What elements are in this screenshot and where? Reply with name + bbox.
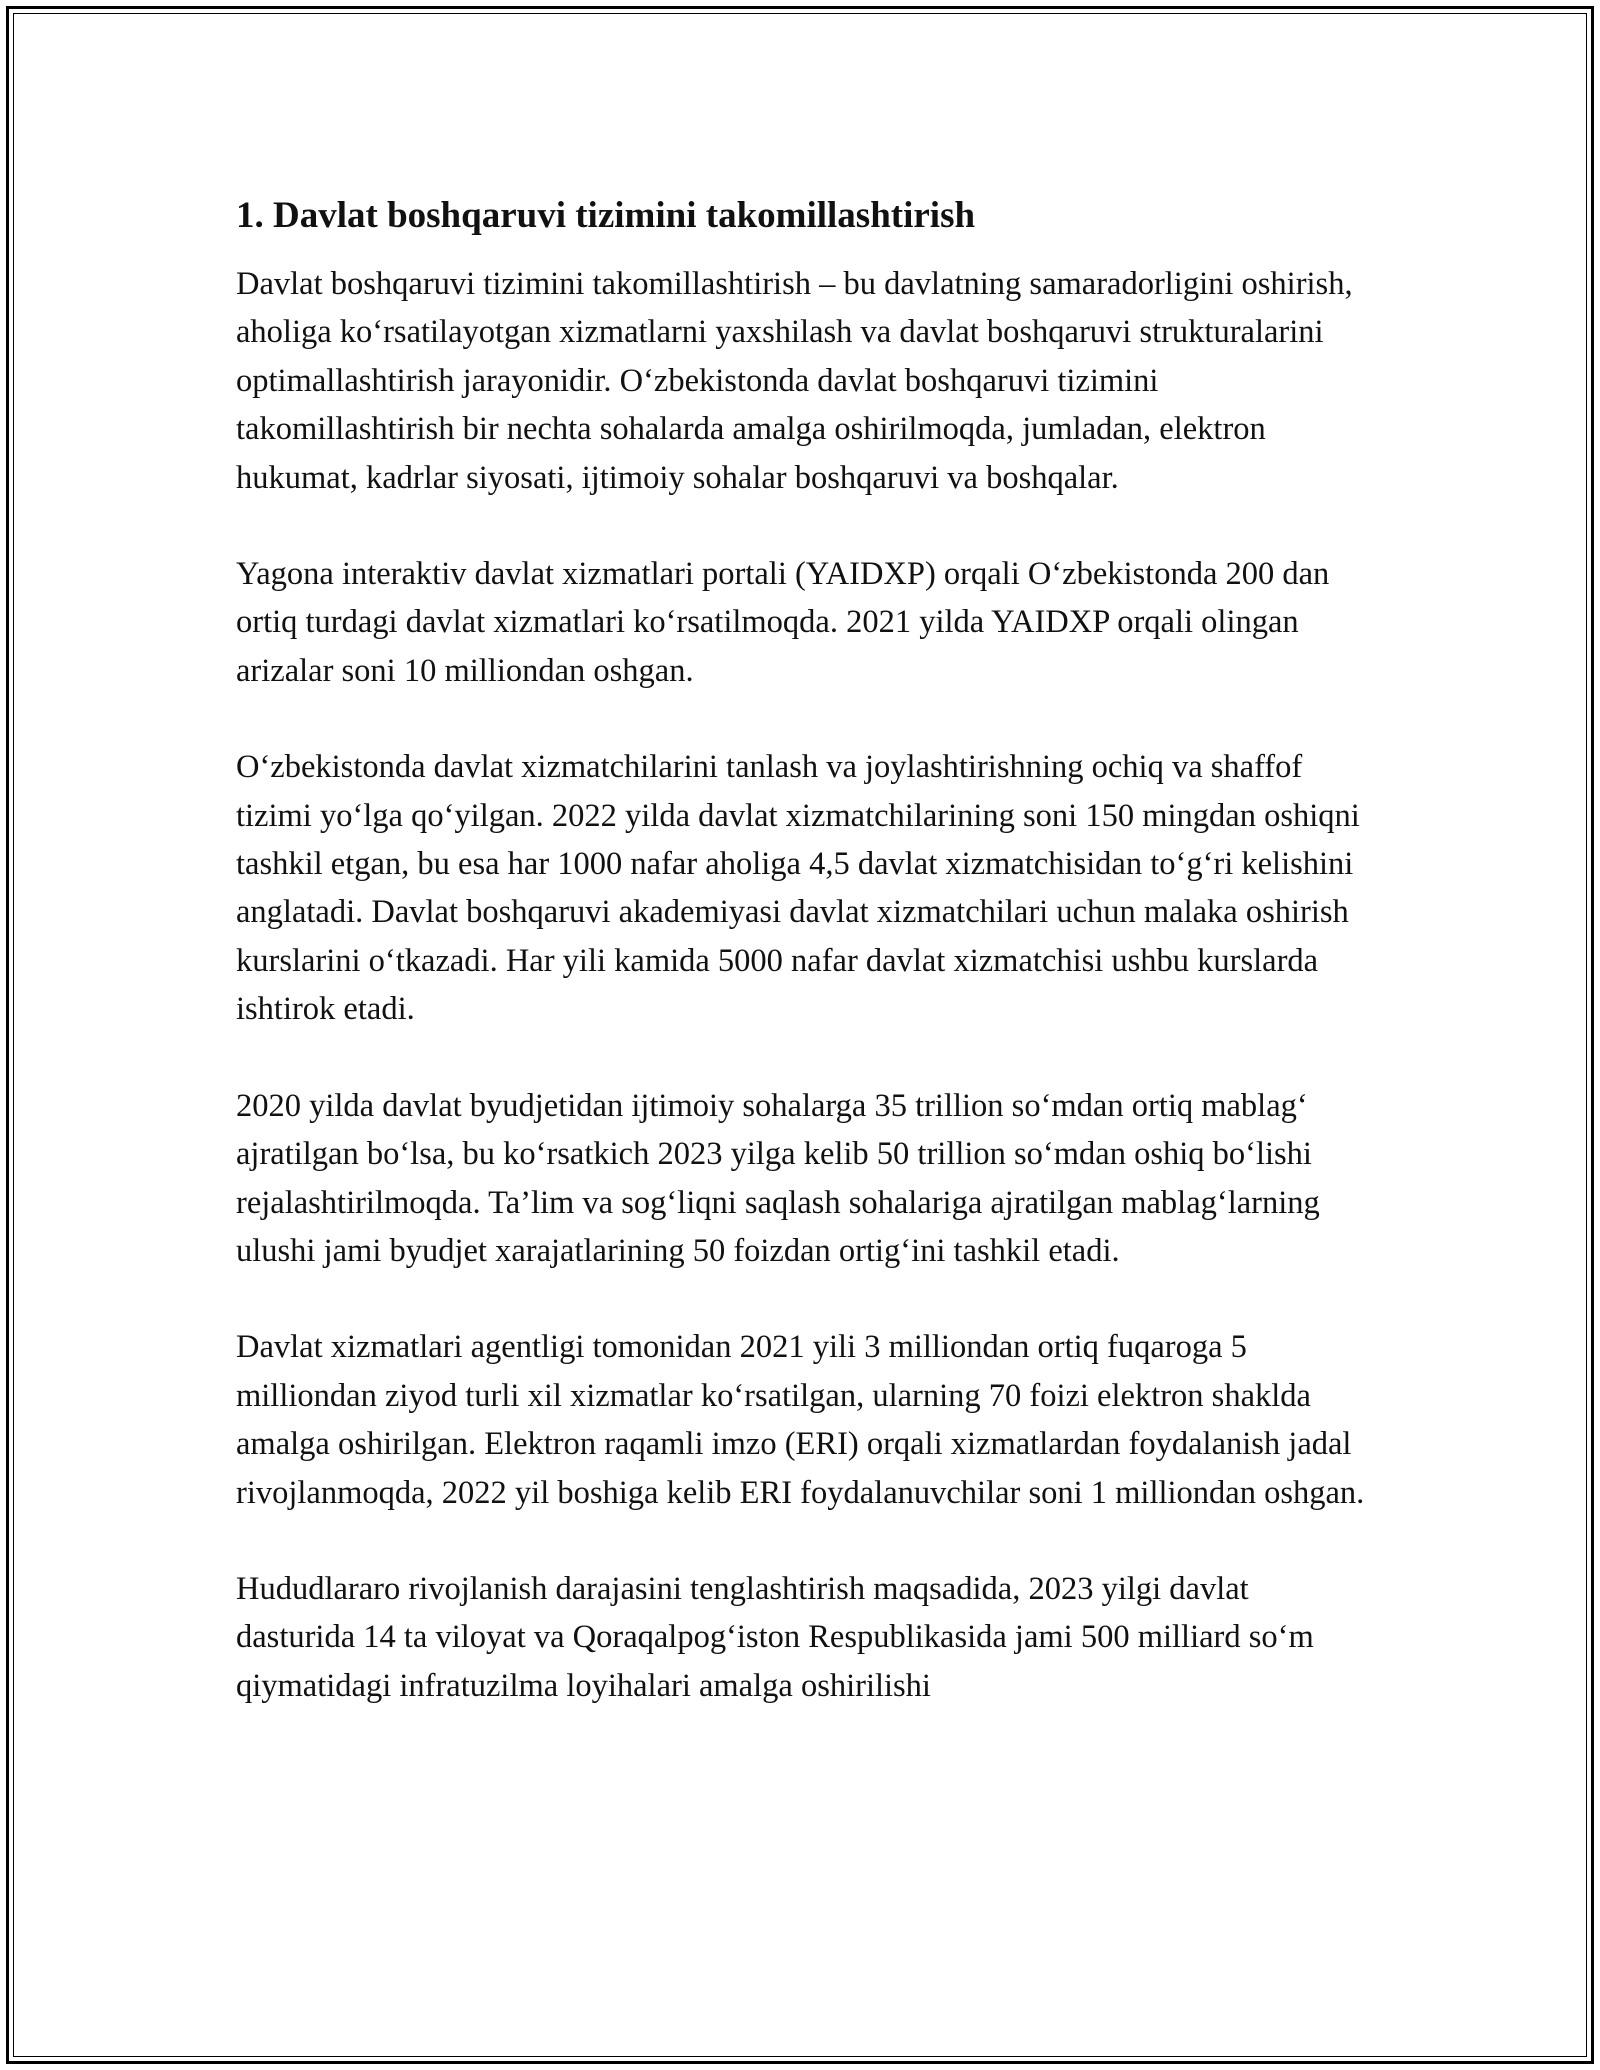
document-body [236,186,1366,1758]
section-heading: 1. Davlat boshqaruvi tizimini takomillashtirish [236,195,976,236]
paragraph-budget: 2020 yilda davlat byudjetidan ijtimoiy sohalarga 35 trillion so‘mdan ortiq mablag‘ ajratilgan bo‘lsa, bu ko‘rsatkich 2023 yilga kelib 50 trillion so‘mdan oshiq bo‘lishi rejalashtirilmoqda. Ta’lim va sog‘liqni saqlash sohalariga ajratilgan mablag‘larning ulushi jami byudjet xarajatlarining 50 foizdan ortig‘ini tashkil etadi. [236,1087,1320,1269]
paragraph-civil-service: O‘zbekistonda davlat xizmatchilarini tanlash va joylashtirishning ochiq va shaffof tizimi yo‘lga qo‘yilgan. 2022 yilda davlat xizmatchilarining soni 150 mingdan oshiqni tashkil etgan, bu esa har 1000 nafar aholiga 4,5 davlat xizmatchisidan to‘g‘ri kelishini anglatadi. Davlat boshqaruvi akademiyasi davlat xizmatchilari uchun malaka oshirish kurslarini o‘tkazadi. Har yili kamida 5000 nafar davlat xizmatchisi ushbu kurslarda ishtirok etadi. [236,749,1360,1028]
paragraph-intro: Davlat boshqaruvi tizimini takomillashtirish – bu davlatning samaradorligini oshirish, aholiga ko‘rsatilayotgan xizmatlarni yaxshilash va davlat boshqaruvi strukturalarini optimallashtirish jarayonidir. O‘zbekistonda davlat boshqaruvi tizimini takomillashtirish bir nechta sohalarda amalga oshirilmoqda, jumladan, elektron hukumat, kadrlar siyosati, ijtimoiy sohalar boshqaruvi va boshqalar. [236,266,1353,496]
paragraph-portal: Yagona interaktiv davlat xizmatlari portali (YAIDXP) orqali O‘zbekistonda 200 dan ortiq turdagi davlat xizmatlari ko‘rsatilmoqda. 2021 yilda YAIDXP orqali olingan arizalar soni 10 milliondan oshgan. [236,556,1330,689]
paragraph-public-services-agency: Davlat xizmatlari agentligi tomonidan 2021 yili 3 milliondan ortiq fuqaroga 5 milliondan ziyod turli xil xizmatlar ko‘rsatilgan, ularning 70 foizi elektron shaklda amalga oshirilgan. Elektron raqamli imzo (ERI) orqali xizmatlardan foydalanish jadal rivojlanmoqda, 2022 yil boshiga kelib ERI foydalanuvchilar soni 1 milliondan oshgan. [236,1329,1365,1511]
paragraph-regional-development: Hududlararo rivojlanish darajasini tenglashtirish maqsadida, 2023 yilgi davlat dasturida 14 ta viloyat va Qoraqalpog‘iston Respublikasida jami 500 milliard so‘m qiymatidagi infratuzilma loyihalari amalga oshirilishi [236,1570,1314,1704]
